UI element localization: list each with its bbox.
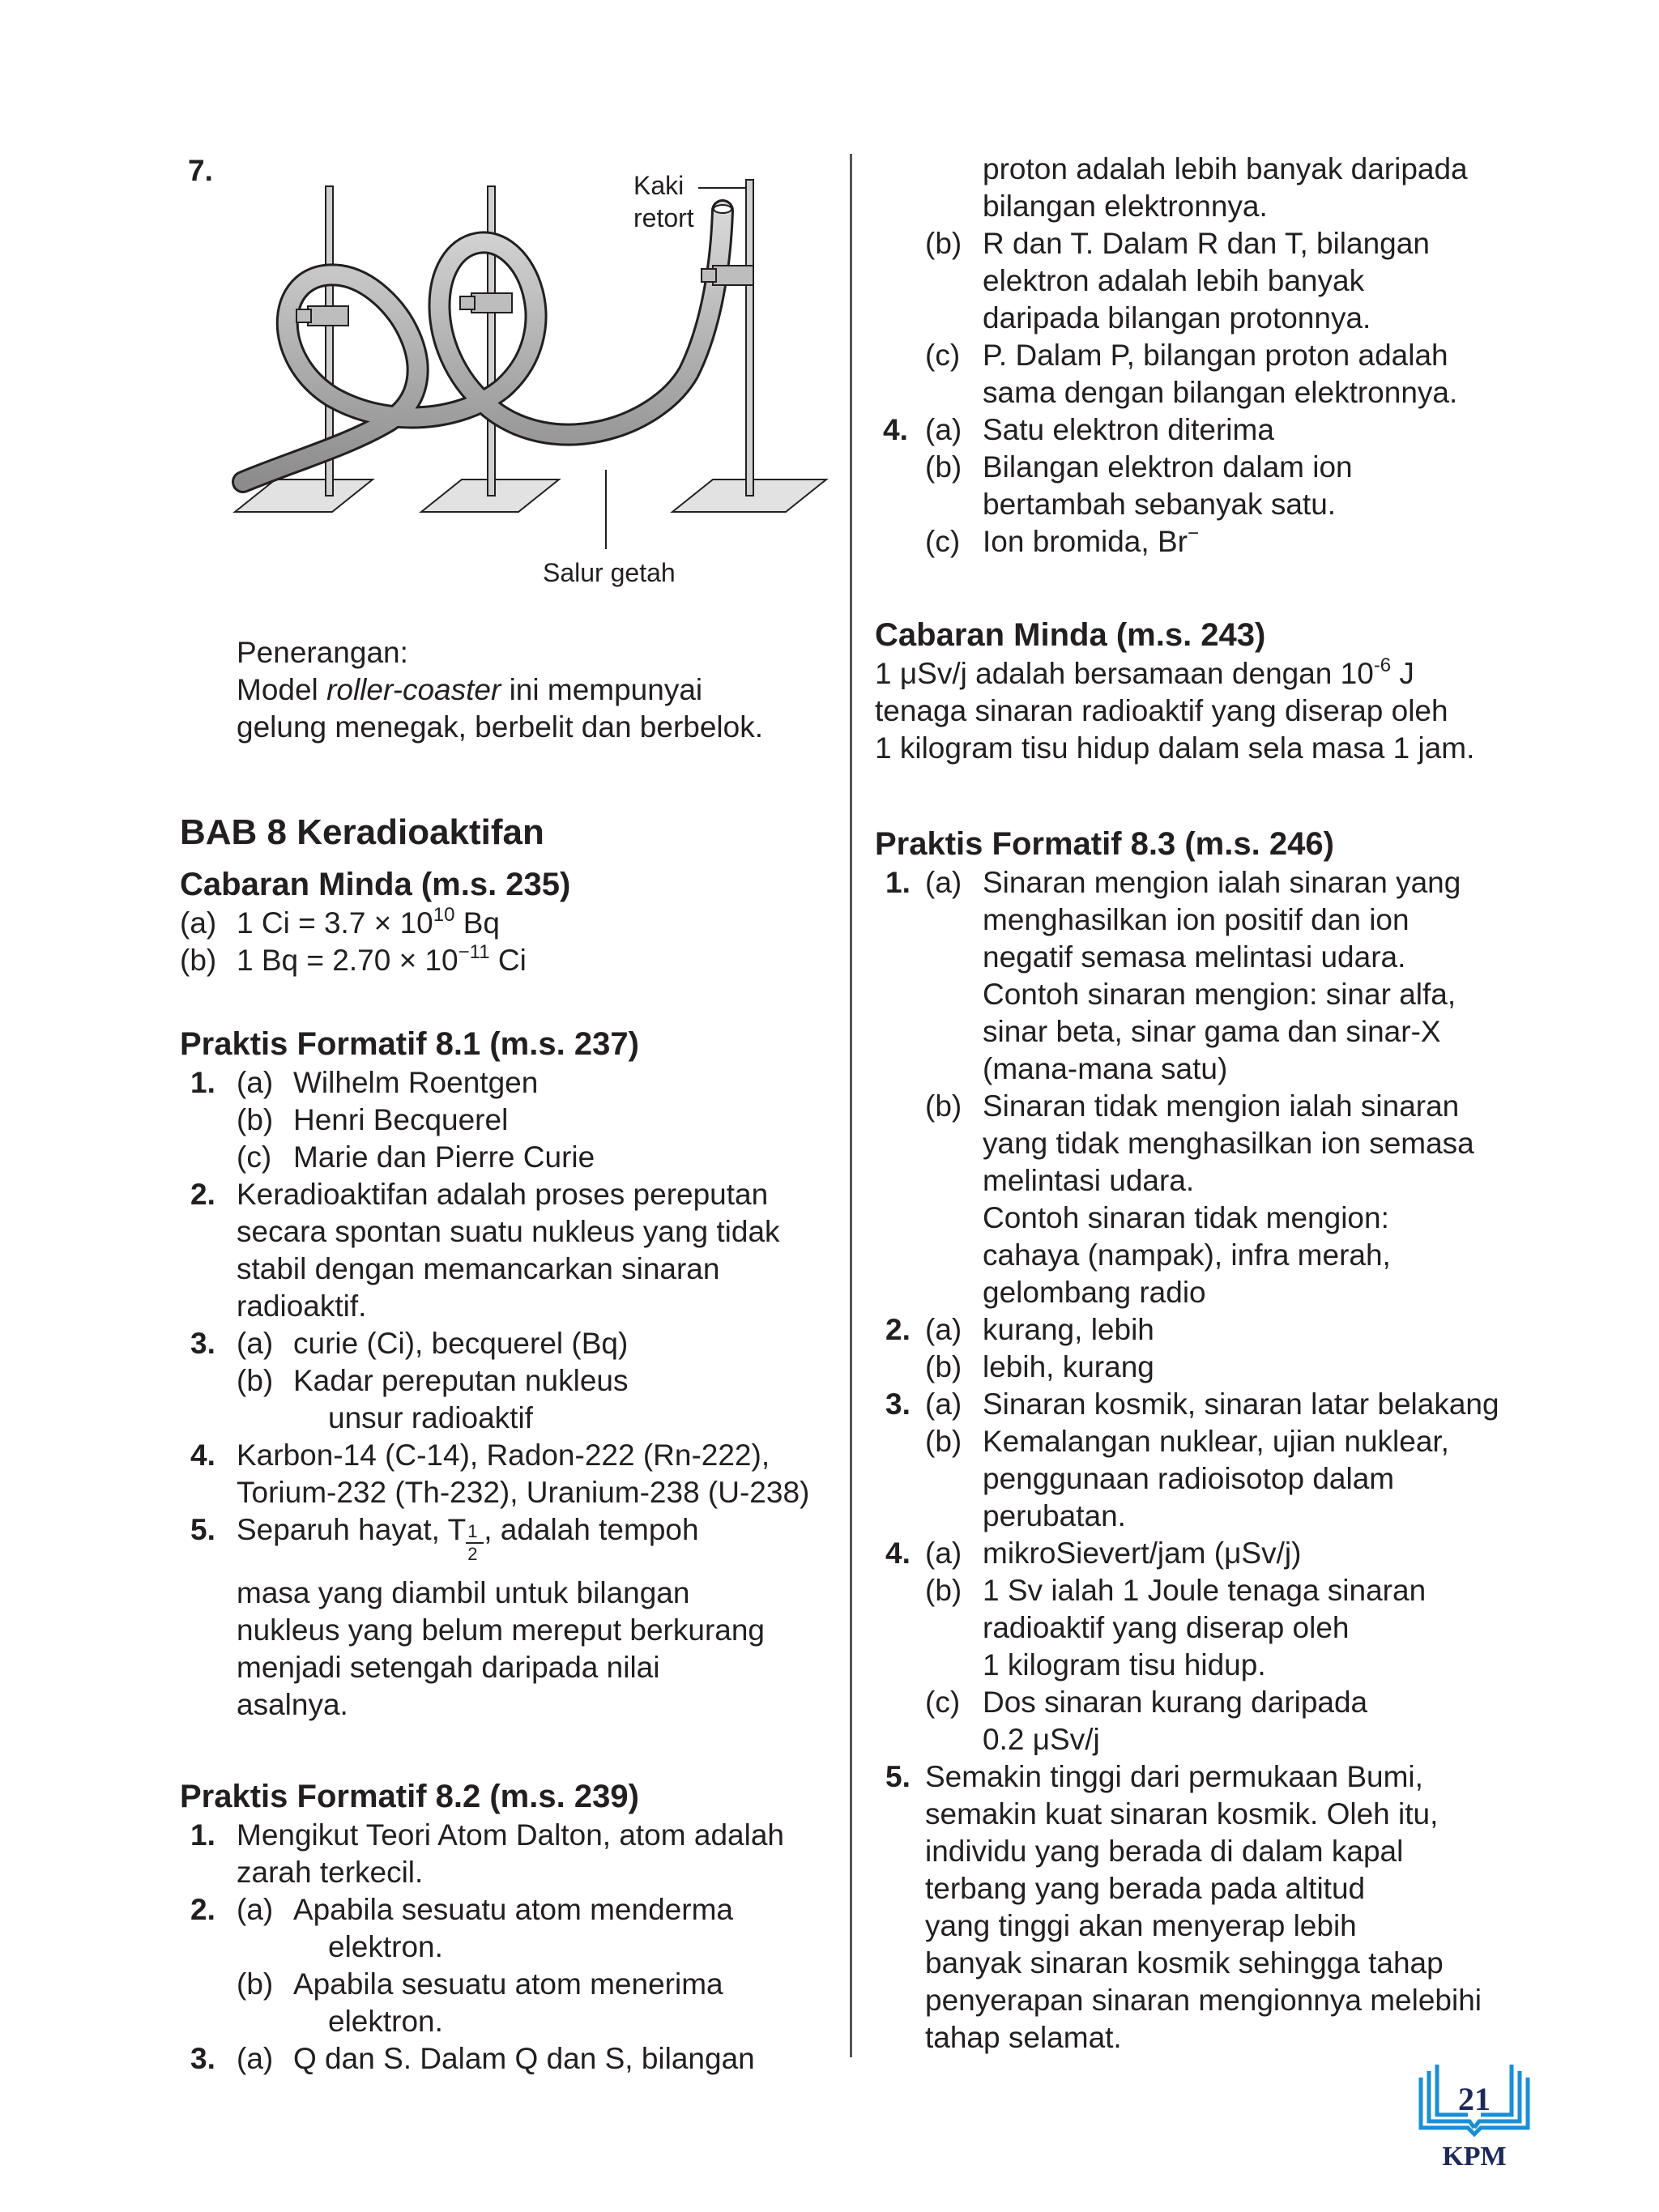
answer-label: (c) <box>237 1140 272 1174</box>
chapter-title: BAB 8 Keradioaktifan <box>180 812 544 852</box>
section-heading: Cabaran Minda (m.s. 235) <box>180 867 571 902</box>
answer-label: (b) <box>925 1425 962 1458</box>
answer-text: semakin kuat sinaran kosmik. Oleh itu, <box>925 1797 1439 1831</box>
answer-text: Contoh sinaran mengion: sinar alfa, <box>983 978 1456 1011</box>
answer-label: (c) <box>925 525 961 558</box>
label-retort-line1: Kaki <box>633 171 684 200</box>
answer-label: (a) <box>237 2042 274 2075</box>
answer-label: (b) <box>237 1103 274 1136</box>
answer-label: (a) <box>237 1066 274 1099</box>
answer-text: elektron. <box>328 2005 443 2038</box>
question-number: 4. <box>885 1536 911 1570</box>
answer-text: tenaga sinaran radioaktif yang diserap oleh <box>875 694 1448 727</box>
answer-text: R dan T. Dalam R dan T, bilangan <box>983 227 1430 260</box>
question-number: 1. <box>190 1818 215 1852</box>
answer-text: Sinaran mengion ialah sinaran yang <box>983 866 1461 899</box>
answer-text: Sinaran tidak mengion ialah sinaran <box>983 1089 1460 1123</box>
answer-label: (b) <box>180 944 217 977</box>
answer-text: penggunaan radioisotop dalam <box>983 1462 1395 1495</box>
answer-text: penyerapan sinaran mengionnya melebihi <box>925 1984 1482 2017</box>
question-number: 2. <box>885 1313 911 1346</box>
answer-text: radioaktif. <box>237 1289 367 1323</box>
question-number: 1. <box>190 1066 215 1099</box>
answer-text: Kemalangan nuklear, ujian nuklear, <box>983 1425 1449 1458</box>
answer-label: (b) <box>925 1089 962 1123</box>
answer-text: lebih, kurang <box>983 1350 1154 1383</box>
answer-text: negatif semasa melintasi udara. <box>983 940 1406 974</box>
answer-text: daripada bilangan protonnya. <box>983 301 1371 335</box>
label-retort-line2: retort <box>633 203 694 232</box>
answer-text: 0.2 μSv/j <box>983 1723 1100 1756</box>
answer-text: Henri Becquerel <box>293 1103 509 1136</box>
answer-text: melintasi udara. <box>983 1164 1195 1197</box>
answer-text: Apabila sesuatu atom menerima <box>293 1967 723 2001</box>
answer-label: (a) <box>925 1313 962 1346</box>
answer-text: bertambah sebanyak satu. <box>983 488 1337 521</box>
question-number: 7. <box>188 154 213 187</box>
answer-text: banyak sinaran kosmik sehingga tahap <box>925 1946 1444 1980</box>
question-number: 5. <box>885 1760 911 1793</box>
answer-text: 1 kilogram tisu hidup. <box>983 1648 1266 1681</box>
column-divider <box>850 154 852 2057</box>
answer-text: menjadi setengah daripada nilai <box>237 1651 660 1684</box>
answer-label: (b) <box>925 450 962 484</box>
answer-text: 1 $Bq = 2.70 \times 10^{-11}$ Ci <box>237 940 527 977</box>
question-number: 2. <box>190 1178 215 1211</box>
answer-text: cahaya (nampak), infra merah, <box>983 1238 1391 1272</box>
answer-text: radioaktif yang diserap oleh <box>983 1611 1350 1644</box>
retort-clamp <box>296 306 348 326</box>
answer-label: (a) <box>925 1536 962 1570</box>
question-number: 4. <box>883 413 908 446</box>
explanation-heading: Penerangan: <box>237 636 408 669</box>
answer-text: elektron adalah lebih banyak <box>983 264 1365 297</box>
answer-label: (a) <box>237 1893 274 1926</box>
label-tube: Salur getah <box>543 558 676 587</box>
section-heading: Praktis Formatif 8.1 (m.s. 237) <box>180 1026 639 1062</box>
section-heading: Praktis Formatif 8.3 (m.s. 246) <box>875 826 1334 862</box>
answer-text: Contoh sinaran tidak mengion: <box>983 1201 1389 1234</box>
answer-text: Satu elektron diterima <box>983 413 1274 446</box>
roller-coaster-figure <box>219 162 834 599</box>
retort-clamp <box>460 293 512 313</box>
answer-text: kurang, lebih <box>983 1313 1154 1346</box>
answer-text: Ion bromida, Br− <box>983 522 1199 558</box>
answer-text: Kadar pereputan nukleus <box>293 1364 629 1397</box>
answer-label: (c) <box>925 339 961 372</box>
answer-text: 1 $Ci = 3.7 \times 10^{10}$ Bq <box>237 903 500 940</box>
answer-text: gelombang radio <box>983 1276 1206 1309</box>
answer-text: Sinaran kosmik, sinaran latar belakang <box>983 1387 1499 1421</box>
answer-text: sama dengan bilangan elektronnya. <box>983 376 1458 409</box>
half-fraction: $\frac{1}{2}$ <box>466 1511 484 1549</box>
explanation-line: gelung menegak, berbelit dan berbelok. <box>237 710 764 744</box>
answer-text: Apabila sesuatu atom menderma <box>293 1893 733 1926</box>
page-number: 21 <box>1458 2081 1491 2117</box>
answer-text: Separuh hayat, T $\frac{1}{2}$ , adalah tempoh <box>237 1513 699 1564</box>
answer-text: zarah terkecil. <box>237 1856 424 1889</box>
answer-text: Dos sinaran kurang daripada <box>983 1686 1368 1719</box>
publisher-label: KPM <box>1442 2142 1507 2172</box>
question-number: 3. <box>190 2042 215 2075</box>
section-heading: Cabaran Minda (m.s. 243) <box>875 617 1266 653</box>
answer-text: mikroSievert/jam (μSv/j) <box>983 1536 1302 1570</box>
answer-text: Semakin tinggi dari permukaan Bumi, <box>925 1760 1423 1793</box>
answer-label: (a) <box>180 906 217 940</box>
answer-text: individu yang berada di dalam kapal <box>925 1835 1404 1868</box>
answer-text: terbang yang berada pada altitud <box>925 1872 1366 1905</box>
answer-text: proton adalah lebih banyak daripada <box>983 152 1468 185</box>
answer-text: menghasilkan ion positif dan ion <box>983 903 1410 936</box>
answer-text: yang tinggi akan menyerap lebih <box>925 1909 1357 1942</box>
answer-text: asalnya. <box>237 1688 348 1721</box>
question-number: 1. <box>885 866 911 899</box>
answer-text: Bilangan elektron dalam ion <box>983 450 1353 484</box>
answer-label: (a) <box>925 413 962 446</box>
answer-text: 1 μSv/j adalah bersamaan dengan $10^{-6}$ J <box>875 654 1414 690</box>
answer-label: (c) <box>925 1686 961 1719</box>
question-number: 5. <box>190 1513 215 1546</box>
answer-text: Q dan S. Dalam Q dan S, bilangan <box>293 2042 755 2075</box>
answer-label: (a) <box>237 1327 274 1360</box>
answer-label: (a) <box>925 1387 962 1421</box>
question-number: 2. <box>190 1893 215 1926</box>
answer-label: (b) <box>925 1350 962 1383</box>
answer-text: elektron. <box>328 1930 443 1963</box>
answer-text: Keradioaktifan adalah proses pereputan <box>237 1178 769 1211</box>
retort-clamp <box>702 266 753 285</box>
answer-label: (a) <box>925 866 962 899</box>
answer-text: Wilhelm Roentgen <box>293 1066 539 1099</box>
answer-label: (b) <box>925 227 962 260</box>
answer-label: (b) <box>237 1364 274 1397</box>
answer-text: stabil dengan memancarkan sinaran <box>237 1252 720 1285</box>
answer-text: curie (Ci), becquerel (Bq) <box>293 1327 629 1360</box>
rubber-tube <box>243 211 723 482</box>
answer-text: sinar beta, sinar gama dan sinar-X <box>983 1015 1441 1048</box>
section-heading: Praktis Formatif 8.2 (m.s. 239) <box>180 1779 639 1814</box>
question-number: 3. <box>190 1327 215 1360</box>
answer-text: Karbon-14 (C-14), Radon-222 (Rn-222), <box>237 1438 770 1472</box>
tube-end <box>714 205 731 213</box>
answer-text: 1 Sv ialah 1 Joule tenaga sinaran <box>983 1574 1427 1607</box>
answer-text: tahap selamat. <box>925 2021 1122 2054</box>
answer-text: Torium-232 (Th-232), Uranium-238 (U-238) <box>237 1476 810 1509</box>
answer-text: Marie dan Pierre Curie <box>293 1140 595 1174</box>
page-number-logo <box>1410 2053 1539 2175</box>
answer-text: secara spontan suatu nukleus yang tidak <box>237 1215 780 1248</box>
answer-text: P. Dalam P, bilangan proton adalah <box>983 339 1448 372</box>
answer-text: yang tidak menghasilkan ion semasa <box>983 1127 1474 1160</box>
answer-text: Mengikut Teori Atom Dalton, atom adalah <box>237 1818 784 1852</box>
answer-text: masa yang diambil untuk bilangan <box>237 1576 690 1609</box>
answer-text: perubatan. <box>983 1499 1126 1532</box>
question-number: 3. <box>885 1387 911 1421</box>
explanation-line: Model roller-coaster ini mempunyai <box>237 673 703 706</box>
answer-text: 1 kilogram tisu hidup dalam sela masa 1 jam. <box>875 731 1475 765</box>
answer-text: unsur radioaktif <box>328 1401 533 1434</box>
answer-label: (b) <box>237 1967 274 2001</box>
answer-text: bilangan elektronnya. <box>983 190 1268 223</box>
answer-text: (mana-mana satu) <box>983 1052 1228 1085</box>
question-number: 4. <box>190 1438 215 1472</box>
answer-text: nukleus yang belum mereput berkurang <box>237 1613 765 1647</box>
answer-label: (b) <box>925 1574 962 1607</box>
retort-rod <box>746 180 753 496</box>
